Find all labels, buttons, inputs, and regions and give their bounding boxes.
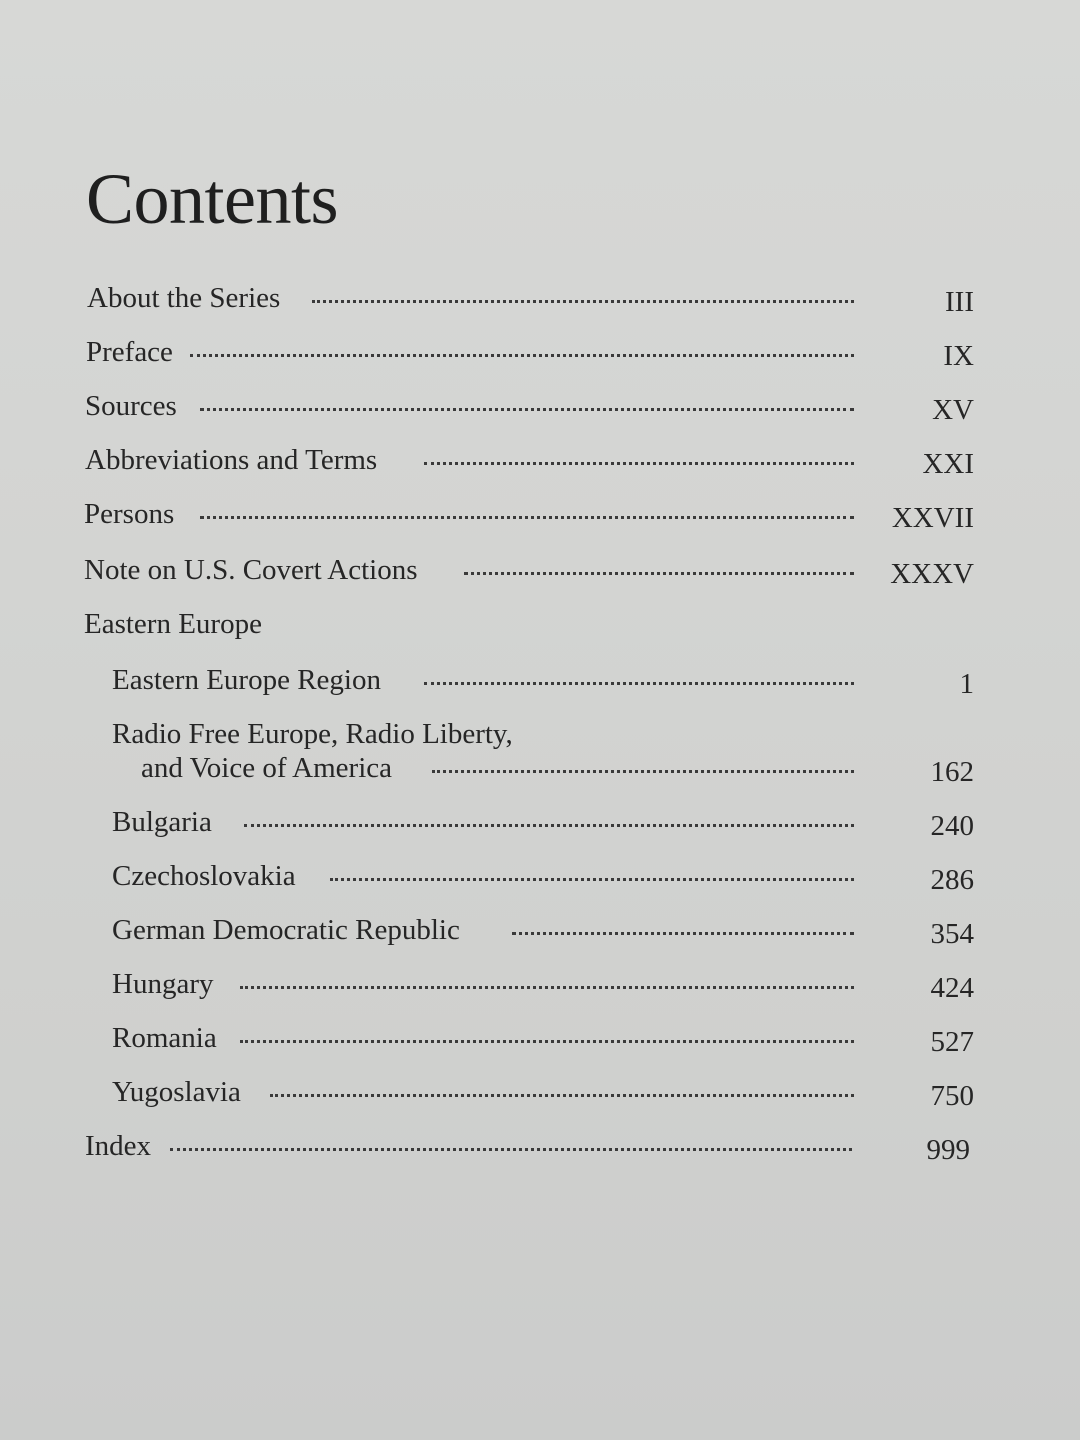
toc-entry-persons[interactable] [0, 496, 1080, 536]
toc-entry-note-on-us-covert-actions[interactable] [0, 552, 1080, 592]
toc-entry-label: Sources [85, 390, 177, 422]
toc-page-number: 354 [930, 918, 974, 950]
toc-entry-label: Yugoslavia [112, 1076, 241, 1108]
toc-entry-label: Note on U.S. Covert Actions [84, 554, 418, 586]
toc-entry-about-the-series[interactable] [0, 280, 1080, 320]
toc-page-number: XV [932, 394, 974, 426]
toc-entry-label: Bulgaria [112, 806, 212, 838]
dot-leader [190, 351, 854, 357]
toc-entry-abbreviations-and-terms[interactable] [0, 442, 1080, 482]
toc-entry-label: Romania [112, 1022, 217, 1054]
toc-page-number: XXI [922, 448, 974, 480]
toc-entry-label: Eastern Europe Region [112, 664, 381, 696]
toc-page-number: III [945, 286, 974, 318]
dot-leader [170, 1145, 852, 1151]
dot-leader [512, 929, 854, 935]
toc-page-number: 527 [930, 1026, 974, 1058]
toc-entry-yugoslavia[interactable] [0, 1074, 1080, 1114]
toc-page-number: 286 [930, 864, 974, 896]
toc-page-number: 162 [930, 756, 974, 788]
toc-entry-sources[interactable] [0, 388, 1080, 428]
toc-entry-bulgaria[interactable] [0, 804, 1080, 844]
toc-entry-label: About the Series [87, 282, 281, 314]
toc-page-number: 750 [930, 1080, 974, 1112]
toc-entry-label-line2: and Voice of America [141, 752, 392, 784]
dot-leader [200, 405, 854, 411]
toc-page-number: XXXV [890, 558, 974, 590]
page-title: Contents [86, 159, 339, 239]
dot-leader [424, 459, 854, 465]
toc-entry-preface[interactable] [0, 334, 1080, 374]
toc-entry-eastern-europe-region[interactable] [0, 662, 1080, 702]
toc-entry-index[interactable] [0, 1128, 1080, 1168]
toc-entry-label: Hungary [112, 968, 214, 1000]
toc-entry-label-line1: Radio Free Europe, Radio Liberty, [112, 718, 513, 750]
dot-leader [270, 1091, 854, 1097]
dot-leader [464, 569, 854, 575]
toc-page-number: 424 [930, 972, 974, 1004]
toc-entry-label: Czechoslovakia [112, 860, 296, 892]
dot-leader [244, 821, 854, 827]
toc-page-number: 240 [930, 810, 974, 842]
dot-leader [240, 983, 854, 989]
toc-section-eastern-europe[interactable] [0, 606, 1080, 646]
dot-leader [240, 1037, 854, 1043]
toc-entry-german-democratic-republic[interactable] [0, 912, 1080, 952]
toc-entry-label: Index [85, 1130, 152, 1162]
dot-leader [432, 767, 854, 773]
toc-entry-czechoslovakia[interactable] [0, 858, 1080, 898]
toc-entry-label: German Democratic Republic [112, 914, 460, 946]
toc-page-number: 999 [926, 1134, 970, 1166]
toc-entry-label: Abbreviations and Terms [85, 444, 378, 476]
toc-entry-hungary[interactable] [0, 966, 1080, 1006]
dot-leader [200, 513, 854, 519]
dot-leader [330, 875, 854, 881]
toc-section-label: Eastern Europe [84, 608, 262, 640]
toc-page-number: 1 [959, 668, 974, 700]
dot-leader [312, 297, 854, 303]
toc-entry-label: Persons [84, 498, 175, 530]
toc-page-number: XXVII [891, 502, 974, 534]
toc-entry-radio-free-europe[interactable] [0, 716, 1080, 792]
toc-entry-label: Preface [86, 336, 173, 368]
toc-page-number: IX [943, 340, 974, 372]
dot-leader [424, 679, 854, 685]
toc-entry-romania[interactable] [0, 1020, 1080, 1060]
